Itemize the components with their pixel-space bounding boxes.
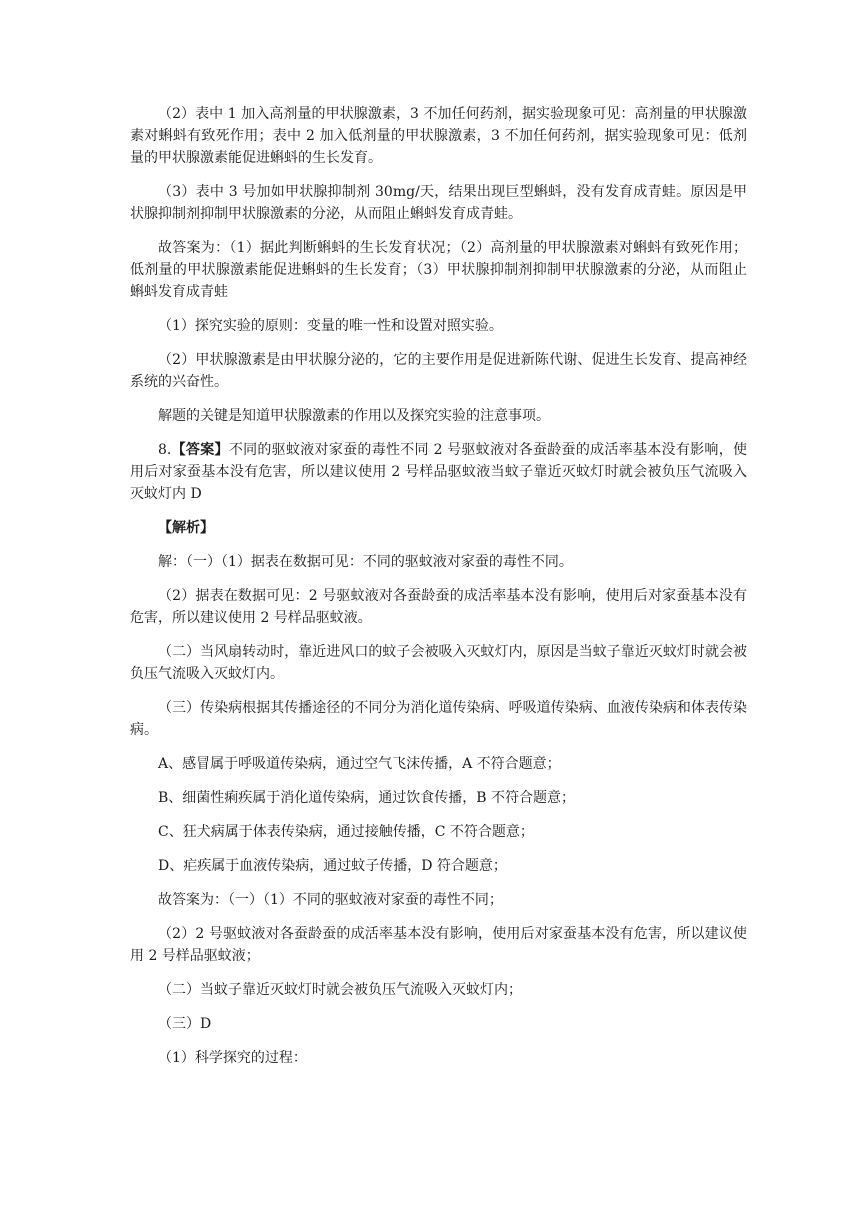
paragraph-key-point: 解题的关键是知道甲状腺激素的作用以及探究实验的注意事项。 <box>158 408 550 424</box>
analysis-paragraph: （2）据表在数据可见：2 号驱蚊液对各蚕龄蚕的成活率基本没有影响，使用后对家蚕基本没有危害，所以建议使用 2 号样品驱蚊液。 <box>130 588 747 626</box>
analysis-paragraph: （二）当风扇转动时，靠近进风口的蚊子会被吸入灭蚊灯内，原因是当蚊子靠近灭蚊灯时就会被负压气流吸入灭蚊灯内。 <box>130 644 747 682</box>
option-c: C、狂犬病属于体表传染病，通过接触传播，C 不符合题意； <box>158 824 534 840</box>
option-b: B、细菌性痢疾属于消化道传染病，通过饮食传播，B 不符合题意； <box>158 790 576 806</box>
analysis-answer-summary: 故答案为：（一）（1）不同的驱蚊液对家蚕的毒性不同； <box>158 892 503 908</box>
paragraph-table-3: （3）表中 3 号加如甲状腺抑制剂 30mg/天，结果出现巨型蝌蚪，没有发育成青蛙。原因是甲状腺抑制剂抑制甲状腺激素的分泌，从而阻止蝌蚪发育成青蛙。 <box>130 184 747 222</box>
paragraph-principle: （1）探究实验的原则：变量的唯一性和设置对照实验。 <box>158 318 503 334</box>
analysis-heading <box>130 517 747 539</box>
paragraph-answer-summary: 故答案为：（1）据此判断蝌蚪的生长发育状况；（2）高剂量的甲状腺激素对蝌蚪有致死作用；低剂量的甲状腺激素能促进蝌蚪的生长发育；（3）甲状腺抑制剂抑制甲状腺激素的分泌，从而阻止蝌蚪发育成青蛙 <box>130 240 747 300</box>
option-a: A、感冒属于呼吸道传染病，通过空气飞沫传播，A 不符合题意； <box>158 756 561 772</box>
answer-item-8 <box>130 439 747 505</box>
answer-text: 不同的驱蚊液对家蚕的毒性不同 2 号驱蚊液对各蚕龄蚕的成活率基本没有影响，使用后对家蚕基本没有危害，所以建议使用 2 号样品驱蚊液当蚊子靠近灭蚊灯时就会被负压气流吸入灭蚊灯内 D <box>130 442 748 502</box>
analysis-mark: 【解析】 <box>158 520 214 536</box>
analysis-paragraph: 解：（一）（1）据表在数据可见：不同的驱蚊液对家蚕的毒性不同。 <box>158 554 573 570</box>
answer-number: 8. <box>158 442 172 458</box>
analysis-paragraph: （1）科学探究的过程： <box>158 1050 307 1066</box>
analysis-paragraph: （二）当蚊子靠近灭蚊灯时就会被负压气流吸入灭蚊灯内； <box>158 982 522 998</box>
analysis-paragraph: （2）2 号驱蚊液对各蚕龄蚕的成活率基本没有影响，使用后对家蚕基本没有危害，所以建议使用 2 号样品驱蚊液； <box>130 926 747 964</box>
paragraph-table-2: （2）表中 1 加入高剂量的甲状腺激素，3 不加任何药剂，据实验现象可见：高剂量的甲状腺激素对蝌蚪有致死作用；表中 2 加入低剂量的甲状腺激素，3 不加任何药剂，据实验现象可见：低剂量的甲状腺激素能促进蝌蚪的生长发育。 <box>130 106 747 166</box>
answer-mark: 【答案】 <box>171 442 229 458</box>
paragraph-thyroid-function: （2）甲状腺激素是由甲状腺分泌的，它的主要作用是促进新陈代谢、促进生长发育、提高神经系统的兴奋性。 <box>130 352 747 390</box>
analysis-paragraph: （三）D <box>158 1016 212 1032</box>
option-d: D、疟疾属于血液传染病，通过蚊子传播，D 符合题意； <box>158 858 507 874</box>
analysis-paragraph: （三）传染病根据其传播途径的不同分为消化道传染病、呼吸道传染病、血液传染病和体表传染病。 <box>130 700 747 738</box>
